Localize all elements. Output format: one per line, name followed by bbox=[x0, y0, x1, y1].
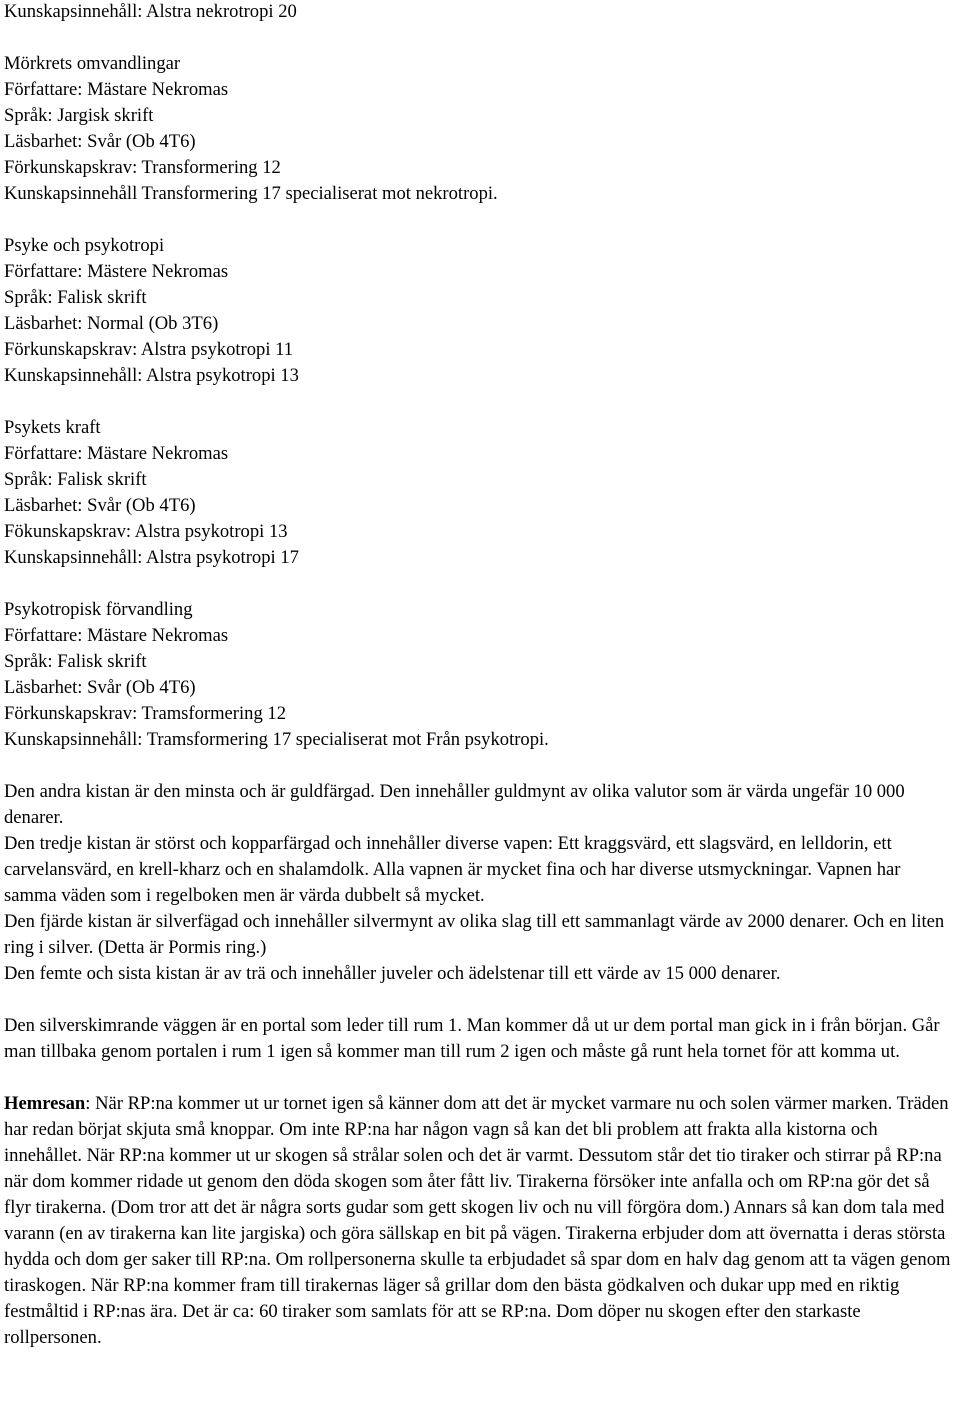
chest-paragraph: Den tredje kistan är störst och kopparfärgad och innehåller diverse vapen: Ett kraggsvärd, ett slagsvärd, en lelldorin, ett carvelansvärd, en krell-kharz och en shalamdolk. Alla vapnen är mycket fina och har diverse utsmyckningar. Vapnen har samma väden som i regelboken men är värda dubbelt så mycket. bbox=[4, 833, 901, 906]
book-entry bbox=[4, 233, 956, 389]
homecoming-paragraph bbox=[4, 1091, 956, 1351]
book-content: Kunskapsinnehåll Transformering 17 specialiserat mot nekrotropi. bbox=[4, 183, 498, 204]
homecoming-section bbox=[4, 1091, 956, 1351]
homecoming-text: När RP:na kommer ut ur tornet igen så känner dom att det är mycket varmare nu och solen värmer marken. Träden har redan börjat skjuta små knoppar. Om inte RP:na har någon vagn så kan det bli problem att frakta alla kistorna och innehållet. När RP:na kommer ut ur skogen så strålar solen och det är varmt. Dessutom står det tio tiraker och stirrar på RP:na när dom kommer ridade ut genom den döda skogen som åter fått liv. Tirakerna försöker inte anfalla och om RP:na gör det så flyr tirakerna. (Dom tror att det är några sorts gudar som gett skogen liv och nu vill förgöra dom.) Annars så kan dom tala med varann (en av tirakerna kan lite jargiska) och göra sällskap en bit på vägen. Tirakerna erbjuder dom att övernatta i deras största hydda och dom ger saker till RP:na. Om rollpersonerna skulle ta erbjudadet så spar dom en halv dag genom att ta vägen genom tiraskogen. När RP:na kommer fram till tirakernas läger så grillar dom den bästa gödkalven och dukar upp med en riktig festmåltid i RP:nas ära. Det är ca: 60 tiraker som samlats för att se RP:na. Dom döper nu skogen efter den starkaste rollpersonen. bbox=[4, 1093, 951, 1348]
book-title: Mörkrets omvandlingar bbox=[4, 53, 181, 74]
chest-paragraph: Den fjärde kistan är silverfägad och innehåller silvermynt av olika slag till ett sammanlagt värde av 2000 denarer. Och en liten ring i silver. (Detta är Pormis ring.) bbox=[4, 911, 945, 958]
portal-section bbox=[4, 1013, 956, 1065]
book-title: Psykotropisk förvandling bbox=[4, 599, 193, 620]
chests-section bbox=[4, 779, 956, 987]
chest-paragraph: Den femte och sista kistan är av trä och innehåller juveler och ädelstenar till ett värde av 15 000 denarer. bbox=[4, 963, 781, 984]
book-prerequisite: Fökunskapskrav: Alstra psykotropi 13 bbox=[4, 521, 288, 542]
book-content: Kunskapsinnehåll: Alstra psykotropi 13 bbox=[4, 365, 299, 386]
chest-paragraph: Den andra kistan är den minsta och är guldfärgad. Den innehåller guldmynt av olika valutor som är värda ungefär 10 000 denarer. bbox=[4, 781, 905, 828]
book-entry bbox=[4, 415, 956, 571]
book-author: Författare: Mästere Nekromas bbox=[4, 261, 229, 282]
book-title: Psykets kraft bbox=[4, 417, 101, 438]
book-author: Författare: Mästare Nekromas bbox=[4, 625, 229, 646]
portal-paragraph: Den silverskimrande väggen är en portal som leder till rum 1. Man kommer då ut ur dem portal man gick in i från början. Går man tillbaka genom portalen i rum 1 igen så kommer man till rum 2 igen och måste gå runt hela tornet för att komma ut. bbox=[4, 1015, 940, 1062]
book-prerequisite: Förkunskapskrav: Transformering 12 bbox=[4, 157, 281, 178]
book-author: Författare: Mästare Nekromas bbox=[4, 443, 229, 464]
book-content: Kunskapsinnehåll: Alstra psykotropi 17 bbox=[4, 547, 299, 568]
homecoming-separator: : bbox=[85, 1093, 91, 1114]
homecoming-label: Hemresan bbox=[4, 1093, 86, 1114]
book-readability: Läsbarhet: Svår (Ob 4T6) bbox=[4, 131, 196, 152]
book-entry bbox=[4, 597, 956, 753]
book-prerequisite: Förkunskapskrav: Tramsformering 12 bbox=[4, 703, 286, 724]
book-title: Psyke och psykotropi bbox=[4, 235, 165, 256]
book-language: Språk: Falisk skrift bbox=[4, 287, 147, 308]
book-readability: Läsbarhet: Svår (Ob 4T6) bbox=[4, 677, 196, 698]
book-entry bbox=[4, 51, 956, 207]
book-language: Språk: Falisk skrift bbox=[4, 651, 147, 672]
intro-block bbox=[4, 0, 956, 25]
book-language: Språk: Jargisk skrift bbox=[4, 105, 154, 126]
book-language: Språk: Falisk skrift bbox=[4, 469, 147, 490]
intro-line: Kunskapsinnehåll: Alstra nekrotropi 20 bbox=[4, 1, 297, 22]
book-content: Kunskapsinnehåll: Tramsformering 17 specialiserat mot Från psykotropi. bbox=[4, 729, 549, 750]
book-readability: Läsbarhet: Svår (Ob 4T6) bbox=[4, 495, 196, 516]
book-prerequisite: Förkunskapskrav: Alstra psykotropi 11 bbox=[4, 339, 294, 360]
book-author: Författare: Mästare Nekromas bbox=[4, 79, 229, 100]
book-readability: Läsbarhet: Normal (Ob 3T6) bbox=[4, 313, 219, 334]
